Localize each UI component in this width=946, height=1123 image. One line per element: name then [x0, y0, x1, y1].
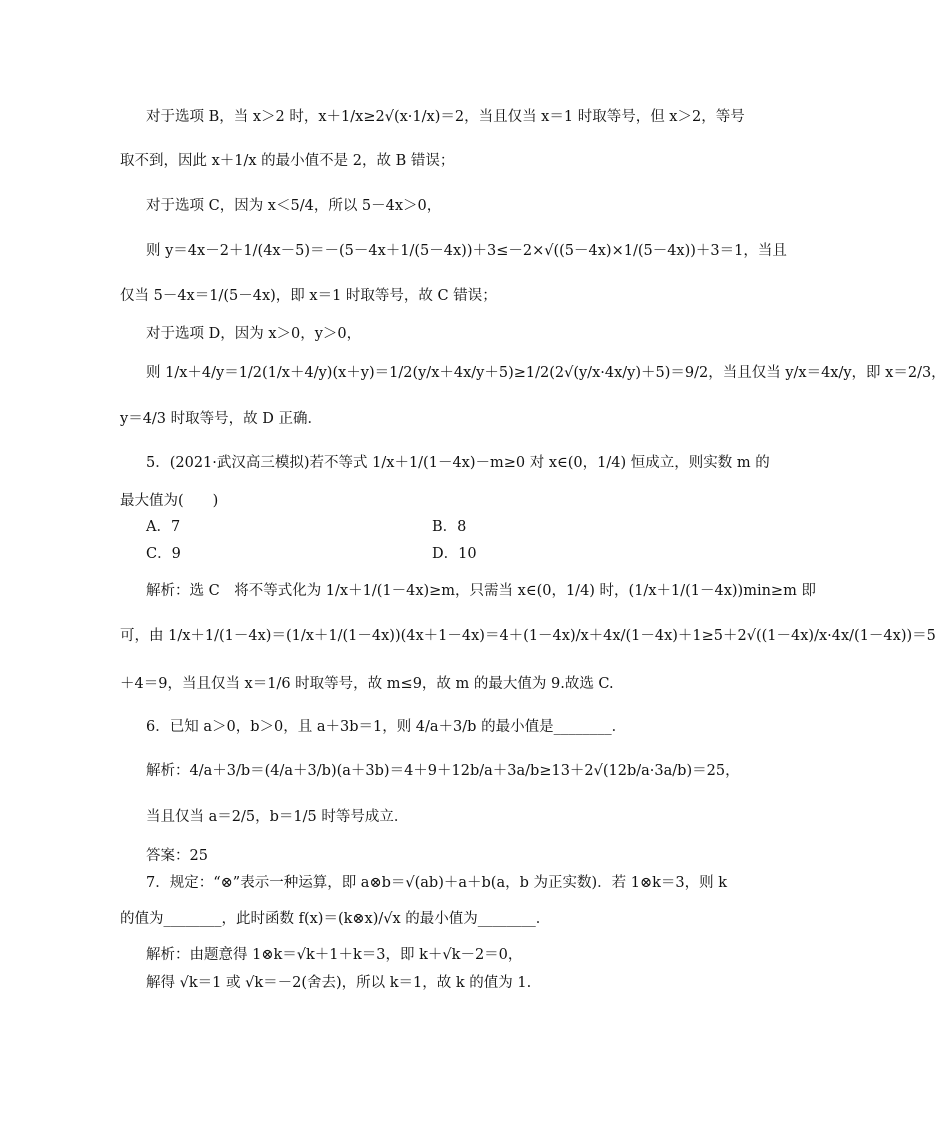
question-7-solution-2: 解得 √k＝1 或 √k＝－2(舍去)，所以 k＝1，故 k 的值为 1.: [146, 975, 532, 991]
question-6-stem: 6．已知 a＞0，b＞0，且 a＋3b＝1，则 4/a＋3/b 的最小值是________．: [146, 719, 627, 735]
option-c: C．9: [146, 546, 181, 562]
question-7-stem: 7．规定：“⊗”表示一种运算，即 a⊗b＝√(ab)＋a＋b(a，b 为正实数)．若 1⊗k＝3，则 k: [146, 875, 728, 891]
text-line-8: y＝4/3 时取等号，故 D 正确．: [120, 411, 322, 427]
question-7-stem-cont: 的值为________，此时函数 f(x)＝(k⊗x)/√x 的最小值为________．: [120, 911, 551, 927]
question-6-solution-2: 当且仅当 a＝2/5，b＝1/5 时等号成立．: [146, 809, 409, 825]
option-b: B．8: [432, 519, 467, 535]
option-a: A．7: [146, 519, 181, 535]
question-5-solution-3: ＋4＝9，当且仅当 x＝1/6 时取等号，故 m≤9，故 m 的最大值为 9.故选 C.: [120, 676, 614, 692]
question-5-stem-cont: 最大值为( ): [120, 493, 219, 509]
text-line-1: 对于选项 B，当 x＞2 时，x＋1/x≥2√(x·1/x)＝2，当且仅当 x＝1 时取等号，但 x＞2，等号: [146, 109, 745, 125]
text-line-7: 则 1/x＋4/y＝1/2(1/x＋4/y)(x＋y)＝1/2(y/x＋4x/y＋5)≥1/2(2√(y/x·4x/y)＋5)＝9/2，当且仅当 y/x＝4x/y，即 x＝2/3，: [146, 365, 946, 381]
text-line-5: 仅当 5－4x＝1/(5－4x)，即 x＝1 时取等号，故 C 错误；: [120, 288, 497, 304]
question-7-solution-1: 解析：由题意得 1⊗k＝√k＋1＋k＝3，即 k＋√k－2＝0，: [146, 947, 523, 963]
text-line-2: 取不到，因此 x＋1/x 的最小值不是 2，故 B 错误；: [120, 153, 455, 169]
question-6-solution-1: 解析：4/a＋3/b＝(4/a＋3/b)(a＋3b)＝4＋9＋12b/a＋3a/b≥13＋2√(12b/a·3a/b)＝25，: [146, 763, 740, 779]
question-5-stem: 5．(2021·武汉高三模拟)若不等式 1/x＋1/(1－4x)－m≥0 对 x∈(0，1/4) 恒成立，则实数 m 的: [146, 455, 770, 471]
question-5-solution-2: 可，由 1/x＋1/(1－4x)＝(1/x＋1/(1－4x))(4x＋1－4x)＝4＋(1－4x)/x＋4x/(1－4x)＋1≥5＋2√((1－4x)/x·4x/(1－4x))＝5: [120, 628, 936, 644]
text-line-3: 对于选项 C，因为 x＜5/4，所以 5－4x＞0，: [146, 198, 442, 214]
text-line-6: 对于选项 D，因为 x＞0，y＞0，: [146, 326, 362, 342]
text-line-4: 则 y＝4x－2＋1/(4x－5)＝－(5－4x＋1/(5－4x))＋3≤－2×√((5－4x)×1/(5－4x))＋3＝1，当且: [146, 243, 787, 259]
option-d: D．10: [432, 546, 477, 562]
question-5-solution-1: 解析：选 C 将不等式化为 1/x＋1/(1－4x)≥m，只需当 x∈(0，1/4) 时，(1/x＋1/(1－4x))min≥m 即: [146, 583, 816, 599]
question-6-answer: 答案：25: [146, 848, 208, 864]
